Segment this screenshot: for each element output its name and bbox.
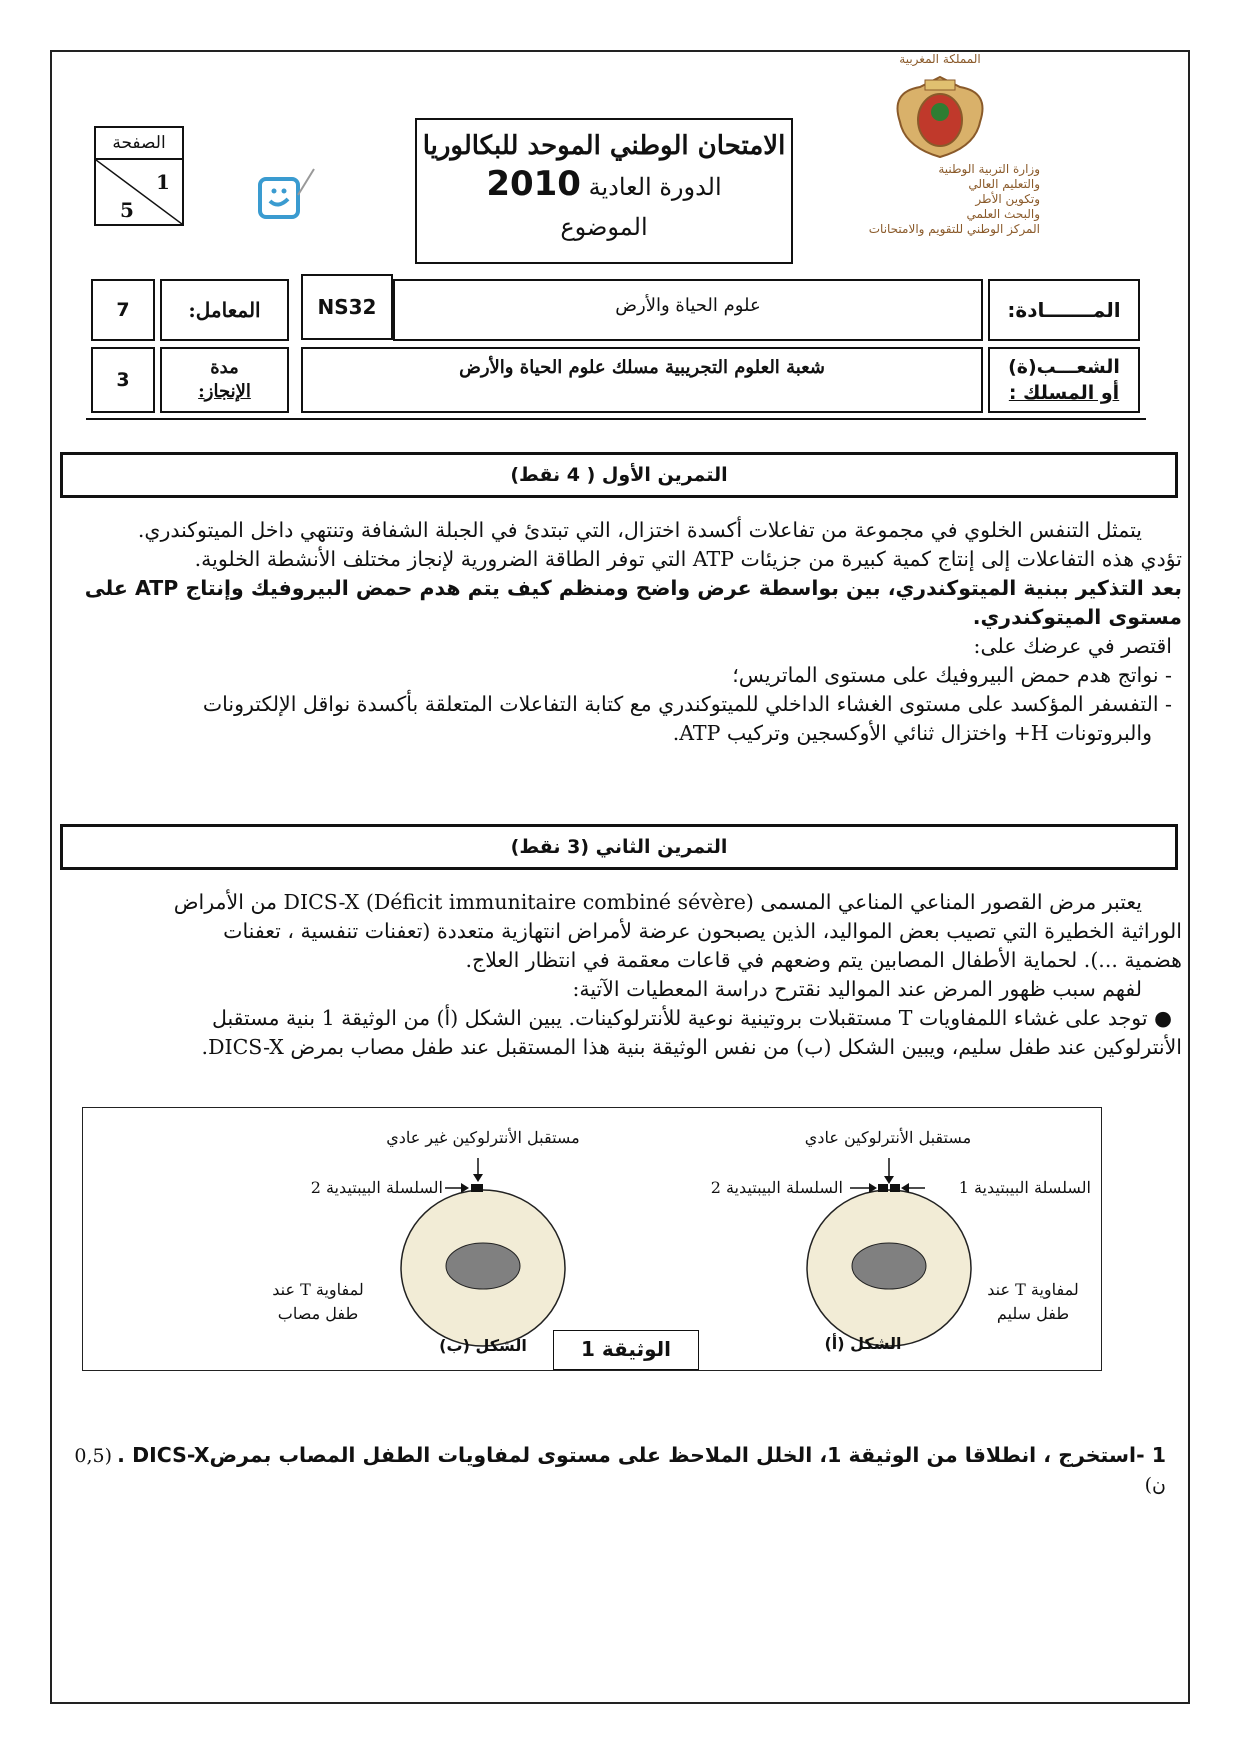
exercise-1-title: التمرين الأول ( 4 نقط) xyxy=(60,452,1178,498)
kingdom-text: المملكة المغربية xyxy=(899,52,981,66)
branch-value: شعبة العلوم التجريبية مسلك علوم الحياة والأرض xyxy=(301,347,983,413)
info-divider xyxy=(86,418,1146,420)
document-1-figure xyxy=(82,1107,1102,1371)
subject-value: علوم الحياة والأرض xyxy=(393,279,983,341)
fig-a-receptor-label: مستقبل الأنترلوكين عادي xyxy=(804,1128,972,1147)
exam-title: الامتحان الوطني الموحد للبكالوريا xyxy=(422,131,786,161)
ex1-bullet: - نواتج هدم حمض البيروفيك على مستوى الماتريس؛ xyxy=(732,663,1172,687)
question-1 xyxy=(70,1441,1166,1500)
ministry-line: وزارة التربية الوطنية xyxy=(938,162,1040,176)
duration-key-1: مدة xyxy=(210,357,239,378)
ministry-block xyxy=(840,52,1040,252)
branch-key-2: أو المسلك : xyxy=(1008,382,1120,404)
session-label: الدورة العادية xyxy=(588,173,722,201)
center-line: المركز الوطني للتقويم والامتحانات xyxy=(868,222,1040,236)
cell-b-nucleus xyxy=(446,1243,520,1289)
fig-b-cell-line-2: طفل مصاب xyxy=(277,1304,359,1323)
cell-a-nucleus xyxy=(852,1243,926,1289)
ministry-lines xyxy=(840,162,1040,237)
fig-a-cell-line-2: طفل سليم xyxy=(996,1304,1070,1323)
exam-title-box xyxy=(415,118,793,264)
fig-b-caption: الشكل (ب) xyxy=(439,1336,527,1355)
subject-code: NS32 xyxy=(301,274,393,340)
cell-a-chain-2 xyxy=(890,1184,900,1192)
ex2-paragraph: ● توجد على غشاء اللمفاويات T مستقبلات بروتينية نوعية للأنترلوكينات. يبين الشكل (أ) من الوثيقة 1 بنية مستقبل xyxy=(211,1006,1172,1030)
ex2-paragraph: هضمية ...). لحماية الأطفال المصابين يتم وضعهم في قاعات معقمة في انتظار العلاج. xyxy=(465,948,1182,972)
ex1-instruction: اقتصر في عرضك على: xyxy=(973,634,1172,658)
page-total: 5 xyxy=(120,198,134,222)
fig-a-cell-label xyxy=(973,1278,1093,1326)
ex2-paragraph: لفهم سبب ظهور المرض عند المواليد نقترح دراسة المعطيات الآتية: xyxy=(572,977,1142,1001)
duration-key-2: الإنجاز: xyxy=(198,381,251,402)
page-label: الصفحة xyxy=(96,128,182,160)
subject-label: الموضوع xyxy=(560,213,648,241)
document-label: الوثيقة 1 xyxy=(553,1330,699,1370)
cell-a-chain-1 xyxy=(878,1184,888,1192)
question-1-text: 1 -استخرج ، انطلاقا من الوثيقة 1، الخلل الملاحظ على مستوى لمفاويات الطفل المصاب بمرضDICS-X . xyxy=(117,1443,1166,1467)
fig-b-cell-label xyxy=(253,1278,383,1326)
fig-b-receptor-label: مستقبل الأنترلوكين غير عادي xyxy=(386,1128,580,1147)
ex1-bullet: - التفسفر المؤكسد على مستوى الغشاء الداخلي للميتوكندري مع كتابة التفاعلات المتعلقة بأكسدة نواقل الإلكترونات xyxy=(202,692,1172,716)
fig-b-cell-line-1: لمفاوية T عند xyxy=(272,1280,364,1299)
ministry-line: وتكوين الأطر xyxy=(975,192,1040,206)
fig-a-caption: الشكل (أ) xyxy=(824,1334,902,1353)
exercise-1-body xyxy=(56,516,1182,748)
duration-value: 3 xyxy=(91,347,155,413)
ministry-line: والتعليم العالي xyxy=(968,177,1040,191)
exam-center-logo-icon xyxy=(256,165,318,223)
fig-b-chain2-label: السلسلة البيبتيدية 2 xyxy=(310,1178,443,1197)
question-1-points: (0,5 ن) xyxy=(74,1445,1166,1496)
exercise-2-title: التمرين الثاني (3 نقط) xyxy=(60,824,1178,870)
ex1-task: مستوى الميتوكندري. xyxy=(972,605,1182,629)
ex1-bullet: والبروتونات H+ واختزال ثنائي الأوكسجين وتركيب ATP. xyxy=(672,721,1152,745)
page-number-box xyxy=(94,126,184,226)
ex1-task: بعد التذكير ببنية الميتوكندري، بين بواسطة عرض واضح ومنظم كيف يتم هدم حمض البيروفيك وإنتاج ATP على xyxy=(84,576,1182,600)
duration-key xyxy=(160,347,289,413)
session-year: 2010 xyxy=(486,164,581,204)
fig-a-chain2-label: السلسلة البيبتيدية 2 xyxy=(710,1178,843,1197)
ex1-paragraph: يتمثل التنفس الخلوي في مجموعة من تفاعلات أكسدة اختزال، التي تبتدئ في الجبلة الشفافة وتنتهي داخل الميتوكندري. xyxy=(137,518,1142,542)
ex1-paragraph: تؤدي هذه التفاعلات إلى إنتاج كمية كبيرة من جزيئات ATP التي توفر الطاقة الضرورية لإنجاز مختلف الأنشطة الخلوية. xyxy=(194,547,1182,571)
fig-a-chain1-label: السلسلة البيبتيدية 1 xyxy=(958,1178,1091,1197)
page-current: 1 xyxy=(156,170,170,194)
ex2-paragraph: يعتبر مرض القصور المناعي المناعي المسمى DICS-X (Déficit immunitaire combiné sévère) من الأمراض xyxy=(173,890,1142,914)
branch-key xyxy=(988,347,1140,413)
ex2-paragraph: الأنترلوكين عند طفل سليم، ويبين الشكل (ب) من نفس الوثيقة بنية هذا المستقبل عند طفل مصاب بمرض DICS-X. xyxy=(201,1035,1182,1059)
cell-b-chain-2 xyxy=(471,1184,483,1192)
coef-value: 7 xyxy=(91,279,155,341)
coat-of-arms-icon xyxy=(880,72,1000,162)
fig-a-cell-line-1: لمفاوية T عند xyxy=(987,1280,1079,1299)
session-line xyxy=(417,164,791,207)
ex2-paragraph: الوراثية الخطيرة التي تصيب بعض المواليد، الذين يصبحون عرضة لأمراض انتهازية متعددة (تعفنات تنفسية ، تعفنات xyxy=(223,919,1182,943)
exercise-2-body xyxy=(56,888,1182,1062)
coef-key: المعامل: xyxy=(160,279,289,341)
branch-key-1: الشعـــب(ة) xyxy=(1008,356,1120,378)
subject-key: المـــــــادة: xyxy=(988,279,1140,341)
ministry-line: والبحث العلمي xyxy=(966,207,1040,221)
